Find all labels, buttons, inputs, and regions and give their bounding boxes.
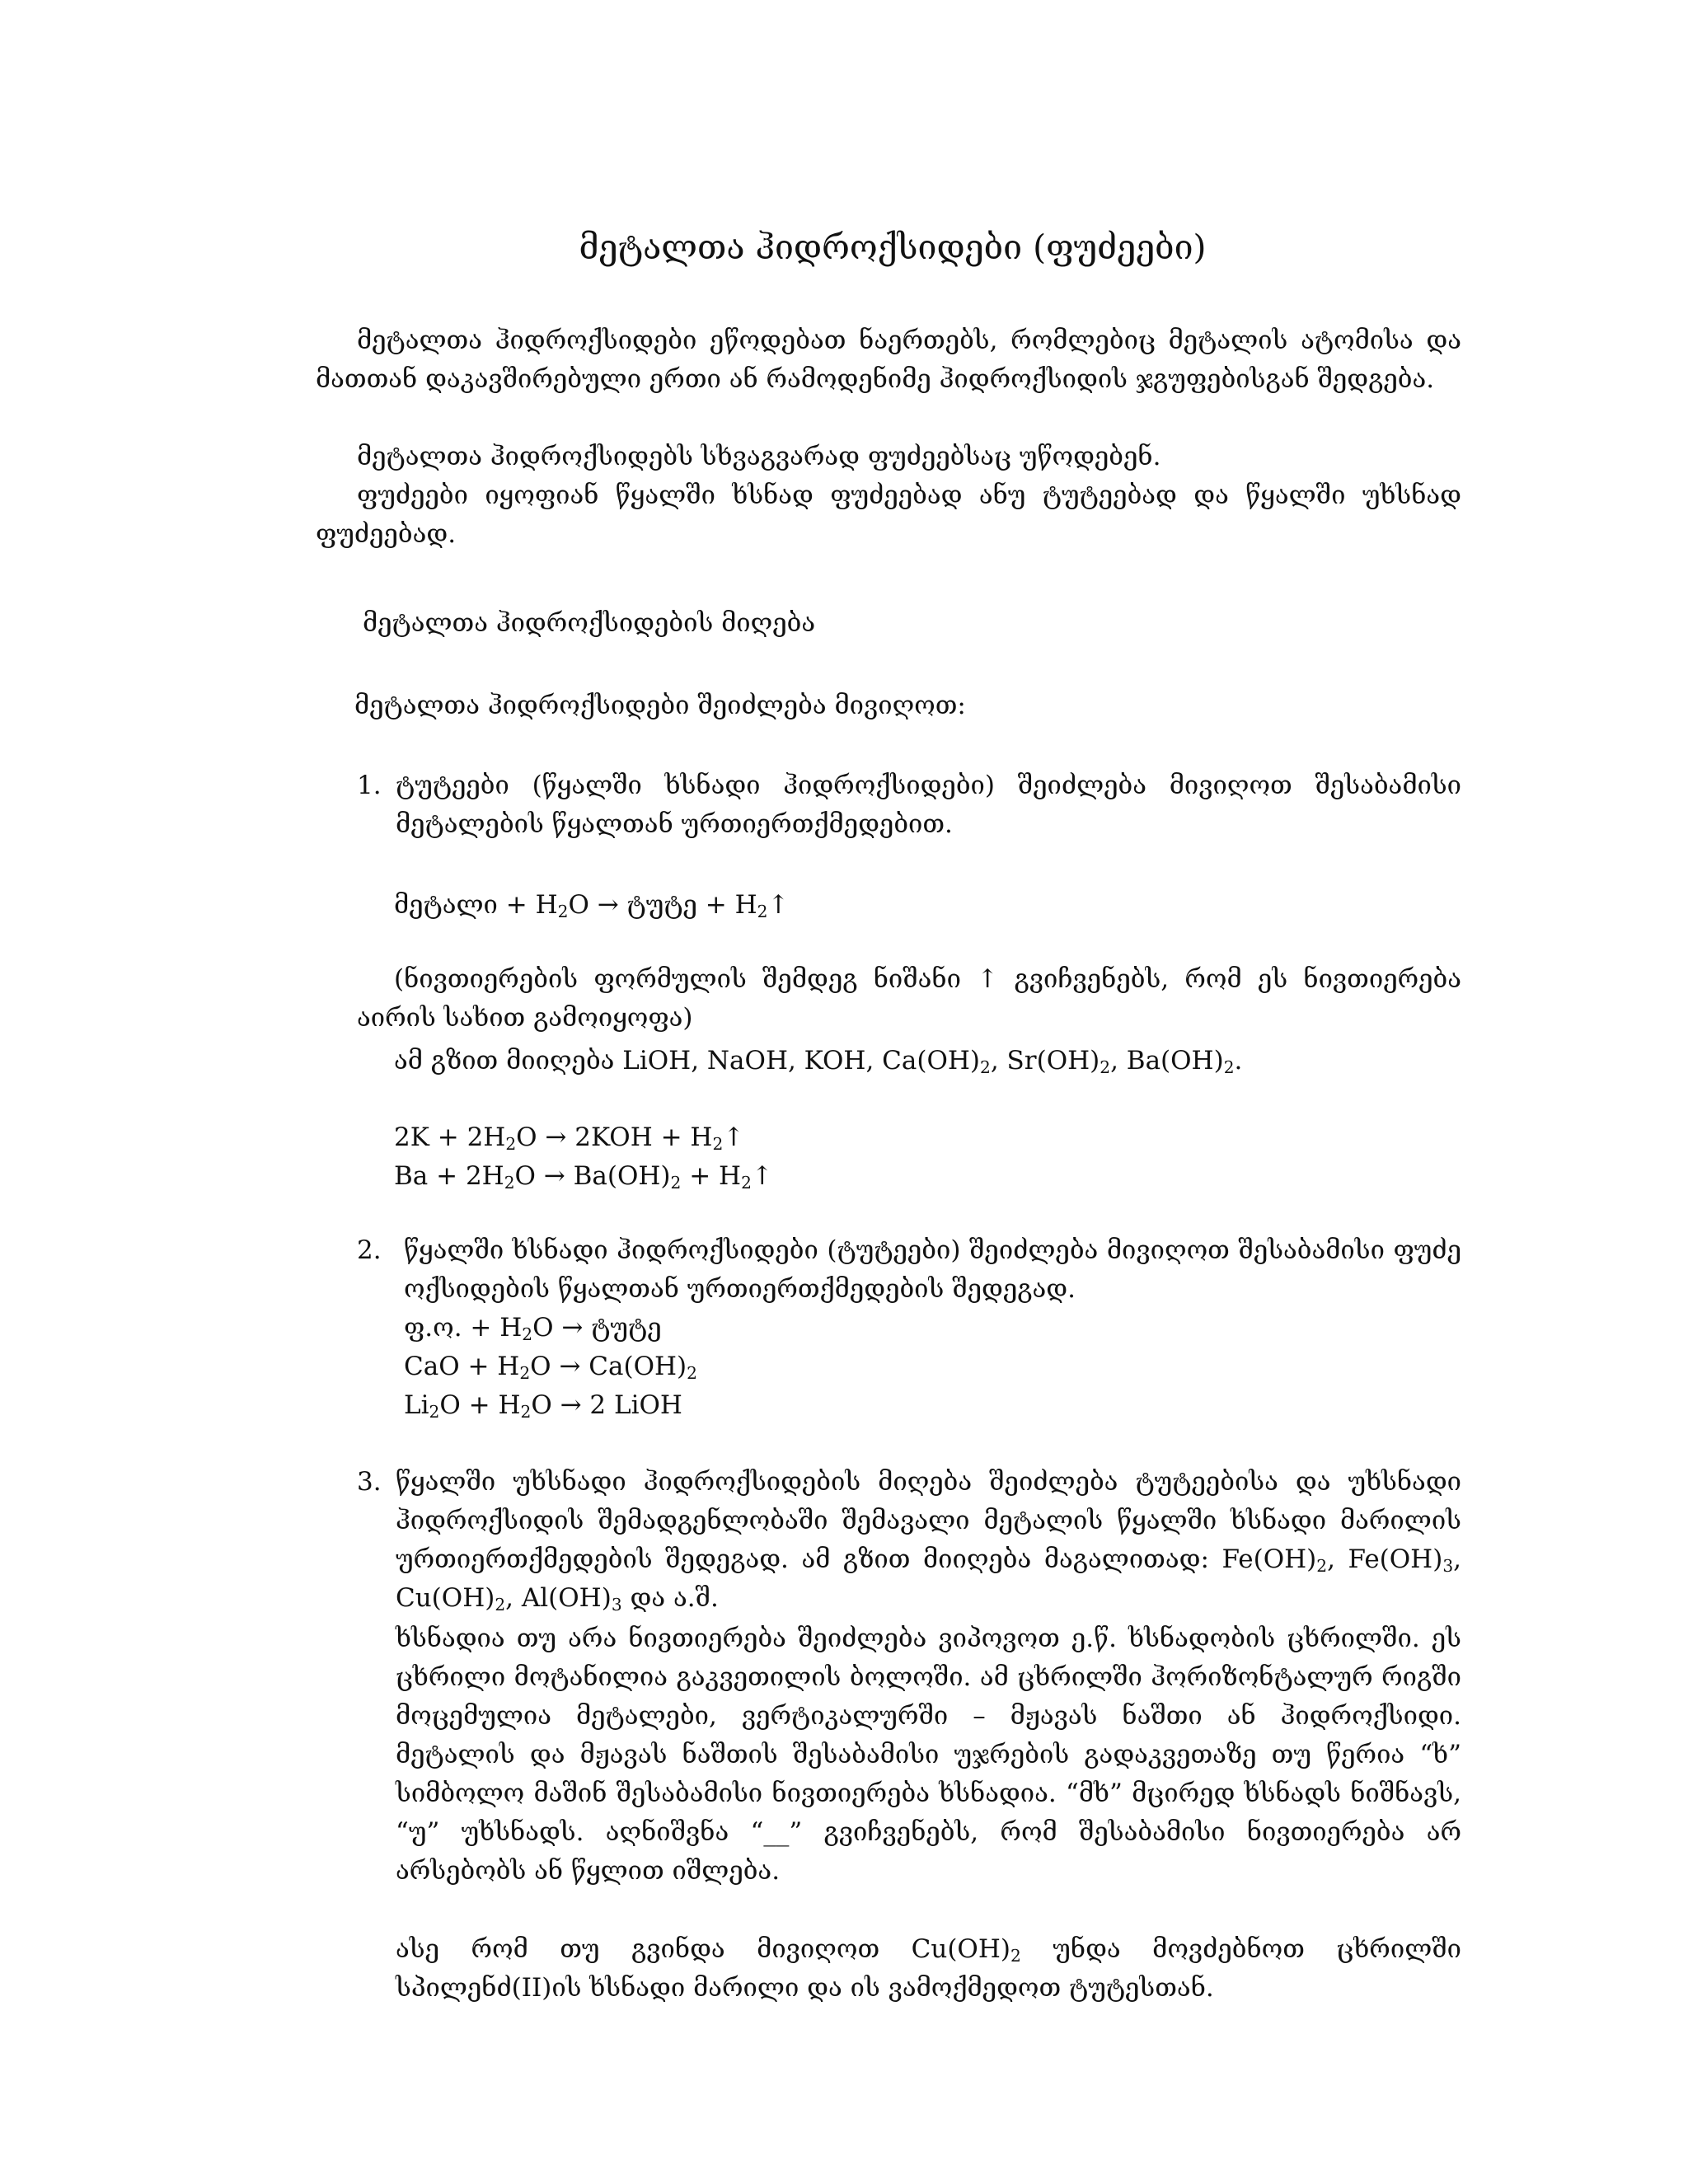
equation-calcium-oxide: CaO + $H_2O \to Ca(OH)_2$ (404, 1352, 697, 1384)
intro-paragraph-3: ფუძეები იყოფიან წყალში ხსნად ფუძეებად ანუ ტუტეებად და წყალში უხსნად ფუძეებად. (316, 480, 1461, 549)
list-number-2: 2. (357, 1235, 382, 1265)
section-heading: მეტალთა ჰიდროქსიდების მიღება (363, 608, 816, 638)
item-1-examples: ამ გზით მიიღება LiOH, NaOH, KOH, $Ca(OH)_2$, $Sr(OH)_2$, $Ba(OH)_2$. (394, 1046, 1243, 1078)
page-title: მეტალთა ჰიდროქსიდები (ფუძეები) (579, 227, 1207, 267)
section-lead: მეტალთა ჰიდროქსიდები შეიძლება მივიღოთ: (354, 691, 966, 720)
list-number-3: 3. (357, 1467, 382, 1497)
item-2-text: წყალში ხსნადი ჰიდროქსიდები (ტუტეები) შეიძლება მივიღოთ შესაბამისი ფუძე ოქსიდების წყალთან ურთიერთქმედების შედეგად. (404, 1235, 1461, 1304)
item-1-note: (ნივთიერების ფორმულის შემდეგ ნიშანი ↑ გვიჩვენებს, რომ ეს ნივთიერება აირის სახით გამოიყოფა) (357, 964, 1461, 1033)
equation-barium: $Ba + 2H_2O \to Ba(OH)_2$ + $H_2↑$ (394, 1161, 773, 1193)
list-number-1: 1. (357, 771, 382, 800)
equation-lithium-oxide: $Li_2O + H_2O \to 2$ LiOH (404, 1390, 682, 1422)
equation-general-metal-water: მეტალი + $H_2O$ → ტუტე + $H_2↑$ (394, 890, 790, 922)
item-3-text: წყალში უხსნადი ჰიდროქსიდების მიღება შეიძლება ტუტეებისა და უხსნადი ჰიდროქსიდის შემადგენლობაში შემავალი მეტალის წყალში ხსნადი მარილის ურთიერთქმედების შედეგად. ამ გზით მიიღება მაგალითად: $Fe(OH)_2$, $Fe(OH)_3$, $Cu(OH)_2$, $Al(OH)_3$ და ა.შ. (396, 1467, 1461, 1615)
equation-oxide-water: ფ.ო. + $H_2O$ → ტუტე (404, 1313, 662, 1345)
equation-potassium: $2K + 2H_2O \to 2KOH$ + $H_2↑$ (394, 1122, 745, 1155)
intro-paragraph-1: მეტალთა ჰიდროქსიდები ეწოდებათ ნაერთებს, რომლებიც მეტალის ატომისა და მათთან დაკავშირებული ერთი ან რამოდენიმე ჰიდროქსიდის ჯგუფებისგან შედგება. (316, 326, 1461, 394)
intro-paragraph-2: მეტალთა ჰიდროქსიდებს სხვაგვარად ფუძეებსაც უწოდებენ. (357, 442, 1161, 471)
item-1-text: ტუტეები (წყალში ხსნადი ჰიდროქსიდები) შეიძლება მივიღოთ შესაბამისი მეტალების წყალთან ურთიერთქმედებით. (396, 771, 1461, 839)
item-3-solubility-paragraph: ხსნადია თუ არა ნივთიერება შეიძლება ვიპოვოთ ე.წ. ხსნადობის ცხრილში. ეს ცხრილი მოტანილია გაკვეთილის ბოლოში. ამ ცხრილში ჰორიზონტალურ რიგში მოცემულია მეტალები, ვერტიკალურში – მჟავას ნაშთი ან ჰიდროქსიდი. მეტალის და მჟავას ნაშთის შესაბამისი უჯრების გადაკვეთაზე თუ წერია “ხ” სიმბოლო მაშინ შესაბამისი ნივთიერება ხსნადია. “მხ” მცირედ ხსნადს ნიშნავს, “უ” უხსნადს. აღნიშვნა “__” გვიჩვენებს, რომ შესაბამისი ნივთიერება არ არსებობს ან წყლით იშლება. (396, 1624, 1461, 1886)
item-3-closing-paragraph: ასე რომ თუ გვინდა მივიღოთ $Cu(OH)_2$ უნდა მოვძებნოთ ცხრილში სპილენძ(II)ის ხსნადი მარილი და ის ვამოქმედოთ ტუტესთან. (396, 1934, 1461, 2003)
